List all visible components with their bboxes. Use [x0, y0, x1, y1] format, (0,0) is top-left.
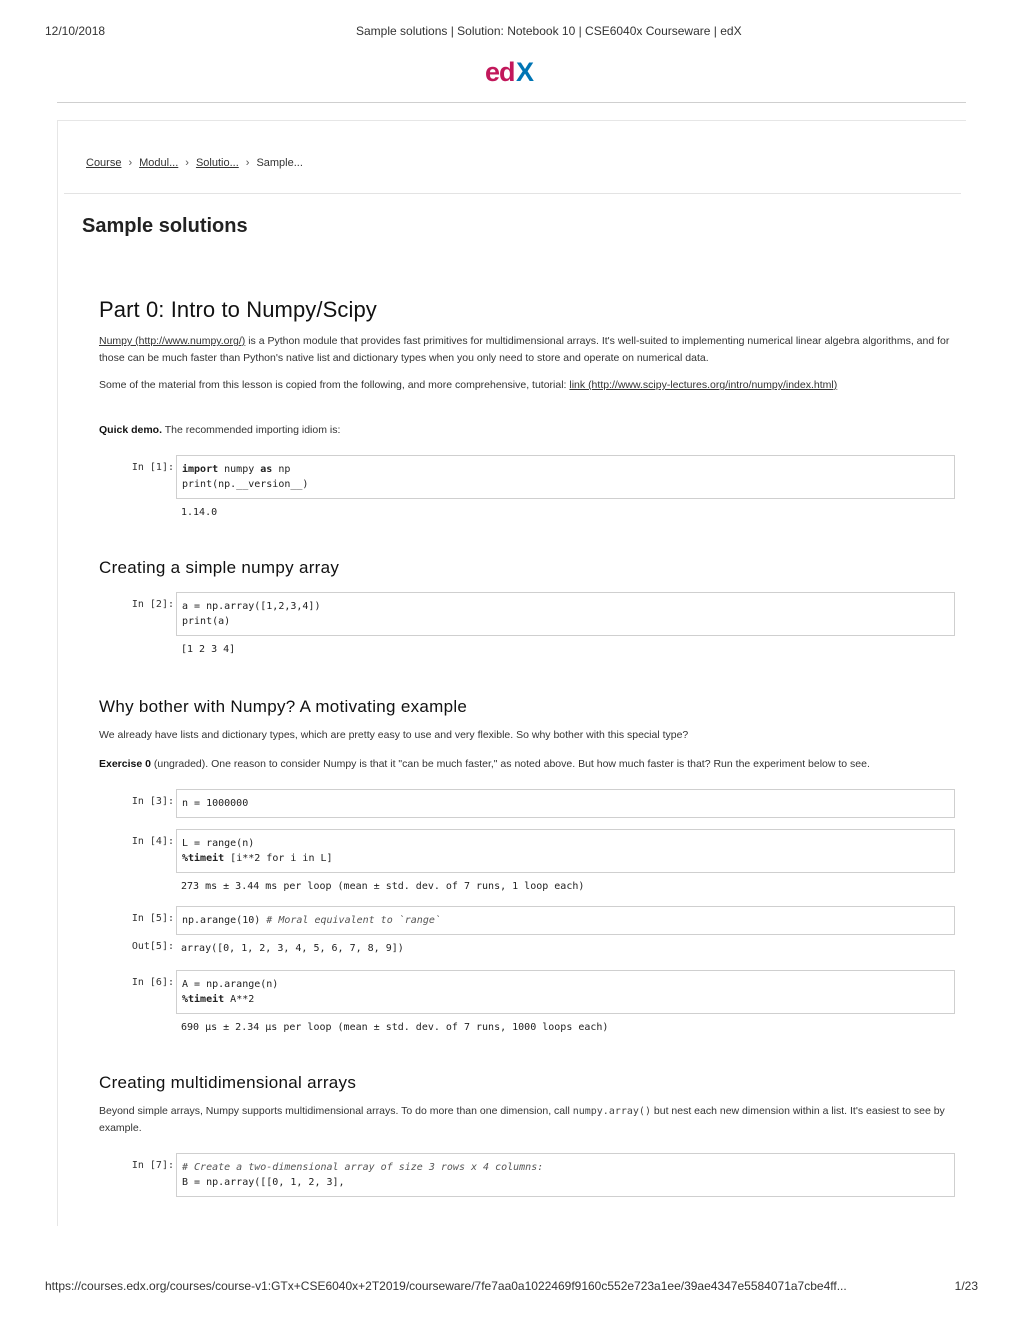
breadcrumb-current: Sample...	[256, 157, 303, 169]
code-keyword: as	[260, 464, 273, 475]
cell-4-output: 273 ms ± 3.44 ms per loop (mean ± std. dev. of 7 runs, 1 loop each)	[181, 881, 585, 892]
breadcrumb	[86, 157, 303, 169]
code-text: a = np.array([1,2,3,4])	[182, 601, 321, 612]
part0-heading: Part 0: Intro to Numpy/Scipy	[99, 297, 377, 322]
cell-2-output: [1 2 3 4]	[181, 644, 236, 655]
code-text: np	[272, 464, 291, 475]
code-cell-1	[99, 455, 955, 522]
breadcrumb-module[interactable]: Modul...	[139, 157, 179, 169]
exercise-0-paragraph	[99, 756, 955, 773]
cell-5-output: array([0, 1, 2, 3, 4, 5, 6, 7, 8, 9])	[181, 943, 404, 954]
code-cell-7	[99, 1153, 955, 1197]
breadcrumb-separator: ›	[245, 157, 250, 169]
page-title: Sample solutions	[82, 215, 248, 237]
cell-2-prompt: In [2]:	[131, 599, 174, 610]
breadcrumb-solution[interactable]: Solutio...	[195, 157, 239, 169]
code-text: A = np.arange(n)	[182, 979, 279, 990]
code-cell-2	[99, 592, 955, 659]
why-paragraph: We already have lists and dictionary types, which are pretty easy to use and very flexible. So why bother with this special type?	[99, 729, 689, 741]
print-page-number: 1/23	[954, 1279, 978, 1293]
intro-paragraph-1	[99, 333, 955, 367]
numpy-link[interactable]: Numpy (http://www.numpy.org/)	[99, 335, 246, 347]
cell-1-output: 1.14.0	[181, 507, 218, 518]
notebook	[99, 291, 955, 1197]
cell-2-input[interactable]	[176, 592, 955, 636]
cell-1-input[interactable]	[176, 455, 955, 499]
cell-5-prompt: In [5]:	[131, 913, 174, 924]
quick-demo-label: Quick demo.	[99, 424, 163, 436]
print-header	[45, 24, 976, 40]
code-cell-3	[99, 789, 955, 818]
cell-7-prompt: In [7]:	[131, 1160, 174, 1171]
code-text: n = 1000000	[182, 798, 249, 809]
header-divider	[57, 102, 966, 103]
breadcrumb-course[interactable]: Course	[86, 157, 122, 169]
code-text: A**2	[224, 994, 255, 1005]
intro-paragraph-1-text: is a Python module that provides fast primitives for multidimensional arrays. It's well-suited to implementing numerical linear algebra algorithms, and for those can be much faster than Python's native list and dictionary types when you only need to store and operate on numerical data.	[99, 335, 950, 364]
svg-text:X: X	[516, 57, 535, 86]
multidim-paragraph	[99, 1103, 955, 1137]
code-comment: # Moral equivalent to `range`	[266, 915, 441, 926]
print-footer	[45, 1279, 978, 1293]
quick-demo-paragraph	[99, 422, 955, 439]
why-bother-heading: Why bother with Numpy? A motivating example	[99, 697, 468, 716]
code-cell-4	[99, 829, 955, 896]
code-cell-5	[99, 906, 955, 958]
cell-6-input[interactable]	[176, 970, 955, 1014]
intro-paragraph-2-text: Some of the material from this lesson is copied from the following, and more comprehensive, tutorial:	[99, 379, 570, 391]
cell-5-output-row	[99, 935, 955, 958]
code-text: print(a)	[182, 616, 231, 627]
print-page-title: Sample solutions | Solution: Notebook 10 | CSE6040x Courseware | edX	[356, 24, 742, 38]
multidim-text: but nest each new dimension within a list. It's easiest to see by example.	[99, 1105, 945, 1134]
edx-logo[interactable]	[485, 56, 541, 86]
course-content	[57, 120, 966, 1226]
exercise-0-text: (ungraded). One reason to consider Numpy is that it "can be much faster," as noted above. But how much faster is that? Run the experiment below to see.	[150, 758, 870, 770]
multidim-text: Beyond simple arrays, Numpy supports multidimensional arrays. To do more than one dimension, call	[99, 1105, 573, 1117]
cell-1-prompt: In [1]:	[131, 462, 174, 473]
scipy-lectures-link[interactable]: link (http://www.scipy-lectures.org/intro/numpy/index.html)	[569, 379, 838, 391]
svg-text:ed: ed	[485, 57, 515, 86]
breadcrumb-divider	[64, 193, 961, 194]
cell-5-input[interactable]	[176, 906, 955, 935]
breadcrumb-separator: ›	[128, 157, 133, 169]
code-text: B = np.array([[0, 1, 2, 3],	[182, 1177, 345, 1188]
code-text: print(np.__version__)	[182, 479, 309, 490]
code-keyword: %timeit	[182, 994, 225, 1005]
simple-array-heading: Creating a simple numpy array	[99, 558, 340, 577]
breadcrumb-separator: ›	[185, 157, 189, 169]
code-keyword: %timeit	[182, 853, 225, 864]
cell-4-prompt: In [4]:	[131, 836, 174, 847]
cell-6-output: 690 µs ± 2.34 µs per loop (mean ± std. dev. of 7 runs, 1000 loops each)	[181, 1022, 609, 1033]
exercise-0-label: Exercise 0	[99, 758, 151, 770]
cell-3-input[interactable]	[176, 789, 955, 818]
code-cell-6	[99, 970, 955, 1037]
code-text: [i**2 for i in L]	[224, 853, 333, 864]
print-date: 12/10/2018	[45, 24, 106, 38]
code-keyword: import	[182, 464, 219, 475]
code-text: np.arange(10)	[182, 915, 267, 926]
quick-demo-text: The recommended importing idiom is:	[162, 424, 341, 436]
intro-paragraph-2	[99, 377, 955, 394]
code-text: numpy	[218, 464, 261, 475]
cell-3-prompt: In [3]:	[131, 796, 174, 807]
print-url: https://courses.edx.org/courses/course-v1:GTx+CSE6040x+2T2019/courseware/7fe7aa0a1022469f9160c552e723a1ee/39ae4347e5584071a7cbe4ff...	[45, 1279, 847, 1293]
cell-4-input[interactable]	[176, 829, 955, 873]
inline-code: numpy.array()	[572, 1106, 651, 1117]
cell-7-input[interactable]	[176, 1153, 955, 1197]
cell-5-out-prompt: Out[5]:	[131, 941, 174, 952]
multidim-heading: Creating multidimensional arrays	[99, 1073, 357, 1092]
cell-6-prompt: In [6]:	[131, 977, 174, 988]
code-comment: # Create a two-dimensional array of size 3 rows x 4 columns:	[182, 1162, 544, 1173]
code-text: L = range(n)	[182, 838, 255, 849]
